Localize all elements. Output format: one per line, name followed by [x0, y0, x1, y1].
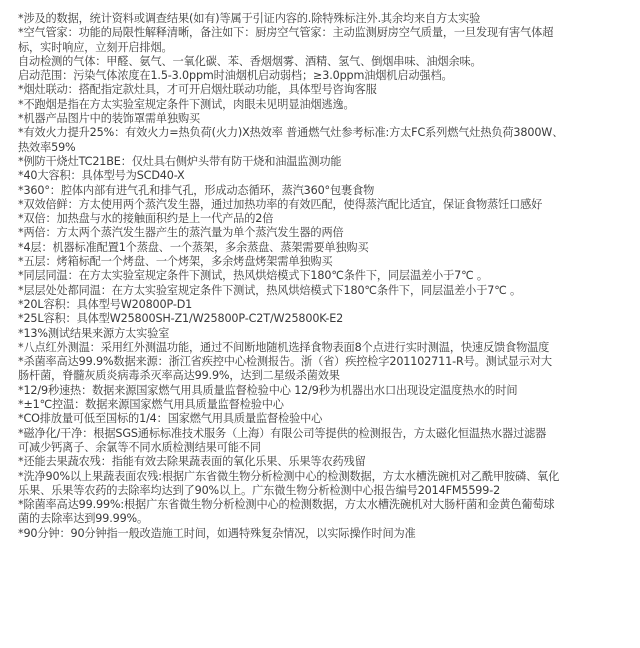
note-line: *±1℃控温：数据来源国家燃气用具质量监督检验中心 [18, 398, 284, 412]
note-line: *有效火力提升25%：有效火力=热负荷(火力)X热效率 普通燃气灶参考标准:方太FC系列燃气灶热负荷3800W、 [18, 126, 564, 140]
note-line: *层层处处都同温：在方太实验室规定条件下测试，热风烘焙模式下180℃条件下，同层温差小于7℃ 。 [18, 283, 522, 297]
note-line: *12/9秒速热：数据来源国家燃气用具质量监督检验中心 12/9秒为机器出水口出现设定温度热水的时间 [18, 383, 518, 397]
note-line: *25L容积：具体型W25800SH-Z1/W25800P-C2T/W25800K-E2 [18, 312, 344, 326]
note-line: *双倍：加热盘与水的接触面积约是上一代产品的2倍 [18, 212, 274, 226]
note-line: *空气管家：功能的局限性解释清晰，备注如下：厨房空气管家：主动监测厨房空气质量，一旦发现有害气体超 [18, 26, 554, 40]
note-line: 乐果、乐果等农药的去除率均达到了90%以上。广东微生物分析检测中心报告编号2014FM5599-2 [18, 483, 501, 497]
note-line: *90分钟：90分钟指一般改造施工时间，如遇特殊复杂情况，以实际操作时间为准 [18, 526, 416, 540]
disclaimer-notes [18, 12, 624, 541]
note-line: *烟灶联动：搭配指定款灶具，才可开启烟灶联动功能，具体型号咨询客服 [18, 83, 377, 97]
note-line: *机器产品图片中的装饰罩需单独购买 [18, 112, 201, 126]
note-line: *4层：机器标准配置1个蒸盘、一个蒸架，多余蒸盘、蒸架需要单独购买 [18, 240, 369, 254]
note-line: 热效率59% [18, 140, 76, 154]
note-line: 启动范围：污染气体浓度在1.5-3.0ppm时油烟机启动弱档；≥3.0ppm油烟机启动强档。 [18, 69, 453, 83]
note-line: 标，实时响应，立刻开启排烟。 [18, 40, 173, 54]
note-line: *杀菌率高达99.9%数据来源：浙江省疾控中心检测报告。浙（省）疾控检字201102711-R号。测试显示对大 [18, 355, 552, 369]
note-line: *同层同温：在方太实验室规定条件下测试，热风烘焙模式下180℃条件下，同层温差小于7℃ 。 [18, 269, 488, 283]
note-line: *还能去果蔬农残：指能有效去除果蔬表面的氧化乐果、乐果等农药残留 [18, 455, 366, 469]
note-line: *20L容积：具体型号W20800P-D1 [18, 297, 193, 311]
note-line: 肠杆菌，脊髓灰质炎病毒杀灭率高达99.9%，达到二星级杀菌效果 [18, 369, 340, 383]
note-line: 可减少钙离子、余氯等不同水质检测结果可能不同 [18, 440, 261, 454]
note-line: 菌的去除率达到99.99%。 [18, 512, 149, 526]
note-line: *八点红外测温：采用红外测温功能，通过不间断地随机选择食物表面8个点进行实时测温，快速反馈食物温度 [18, 340, 550, 354]
note-line: *洗净90%以上果蔬表面农残:根据广东省微生物分析检测中心的检测数据，方太水槽洗碗机对乙酰甲胺磷、氧化 [18, 469, 560, 483]
note-line: *360°：腔体内部有进气孔和排气孔，形成动态循环，蒸汽360°包裹食物 [18, 183, 375, 197]
note-line: *磁净化/干净：根据SGS通标标准技术服务（上海）有限公司等提供的检测报告，方太磁化恒温热水器过滤器 [18, 426, 547, 440]
note-line: *40大容积：具体型号为SCD40-X [18, 169, 185, 183]
note-line: *例防干烧灶TC21BE：仅灶具右侧炉头带有防干烧和油温监测功能 [18, 154, 342, 168]
note-line: *五层：烤箱标配一个烤盘、一个烤架，多余烤盘烤架需单独购买 [18, 255, 333, 269]
note-line: *除菌率高达99.99%:根据广东省微生物分析检测中心的检测数据，方太水槽洗碗机对大肠杆菌和金黄色葡萄球 [18, 498, 555, 512]
note-line: *13%测试结果来源方太实验室 [18, 326, 170, 340]
note-line: *双效倍鲜：方太使用两个蒸汽发生器，通过加热功率的有效匹配，使得蒸汽配比适宜，保证食物蒸饪口感好 [18, 197, 543, 211]
note-line: *CO排放量可低至国标的1/4：国家燃气用具质量监督检验中心 [18, 412, 323, 426]
note-line: *涉及的数据，统计资料或调查结果(如有)等属于引证内容的.除特殊标注外.其余均来自方太实验 [18, 12, 481, 25]
note-line: *两倍：方太两个蒸汽发生器产生的蒸汽量为单个蒸汽发生器的两倍 [18, 226, 344, 240]
note-line: 自动检测的气体：甲醛、氨气、一氧化碳、苯、香烟烟雾、酒精、氢气、倒烟串味、油烟余味。 [18, 54, 482, 68]
note-line: *不跑烟是指在方太实验室规定条件下测试，肉眼未见明显油烟逃逸。 [18, 97, 355, 111]
